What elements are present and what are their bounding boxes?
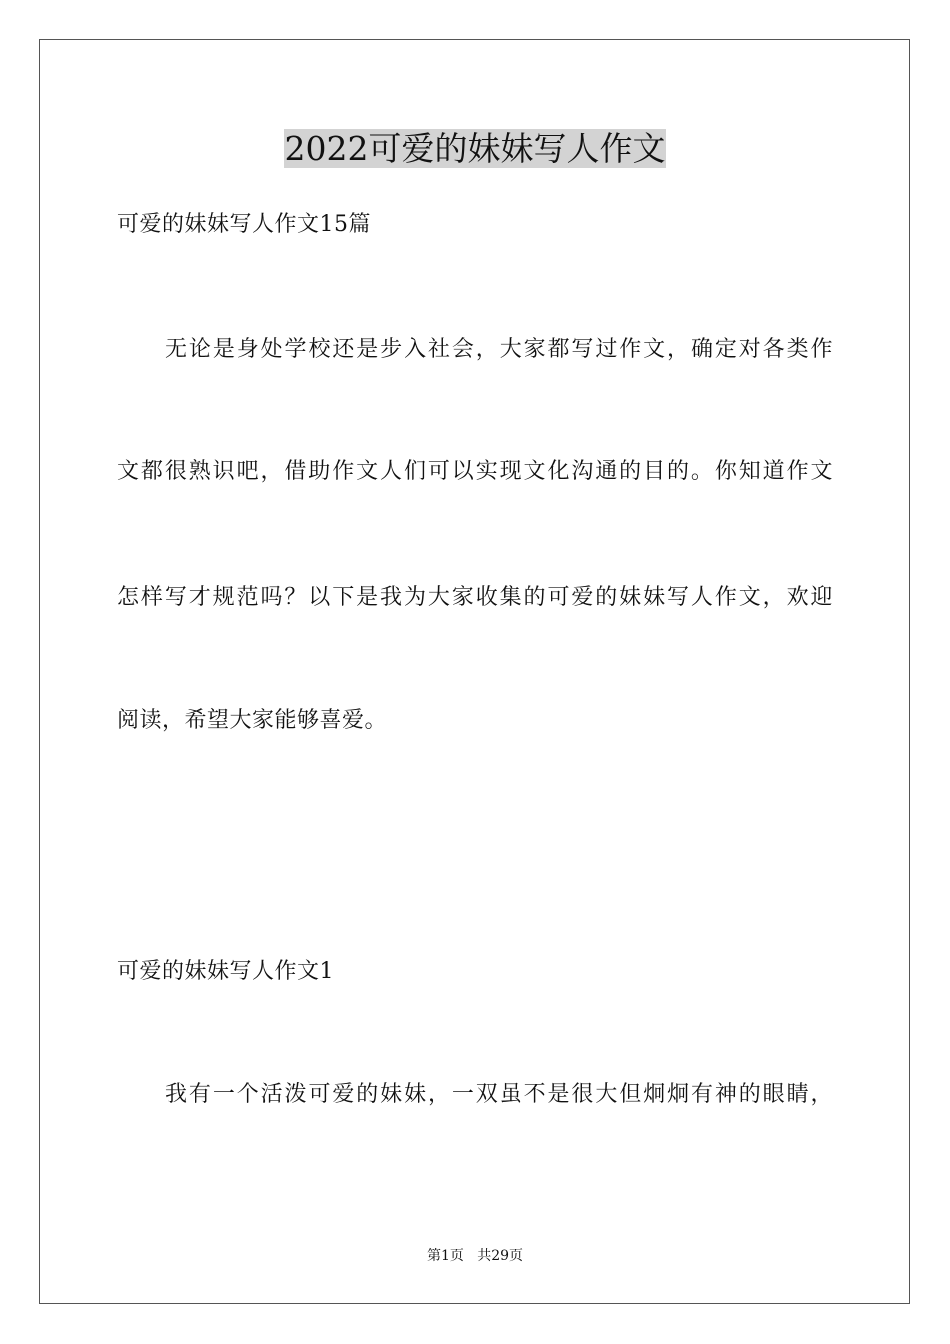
document-subtitle: 可爱的妹妹写人作文15篇 <box>117 212 371 237</box>
intro-paragraph-line: 文都很熟识吧，借助作文人们可以实现文化沟通的目的。你知道作文 <box>117 459 833 484</box>
intro-paragraph-line: 怎样写才规范吗？以下是我为大家收集的可爱的妹妹写人作文，欢迎 <box>117 585 833 610</box>
intro-paragraph-line: 无论是身处学校还是步入社会，大家都写过作文，确定对各类作 <box>165 337 833 362</box>
intro-paragraph-line: 阅读，希望大家能够喜爱。 <box>117 708 388 733</box>
document-title <box>0 124 950 174</box>
section-paragraph-line: 我有一个活泼可爱的妹妹，一双虽不是很大但炯炯有神的眼睛， <box>165 1082 833 1107</box>
document-title-text: 2022可爱的妹妹写人作文 <box>284 129 666 168</box>
section-heading: 可爱的妹妹写人作文1 <box>117 959 334 984</box>
page-number: 第1页 共29页 <box>426 1248 524 1264</box>
